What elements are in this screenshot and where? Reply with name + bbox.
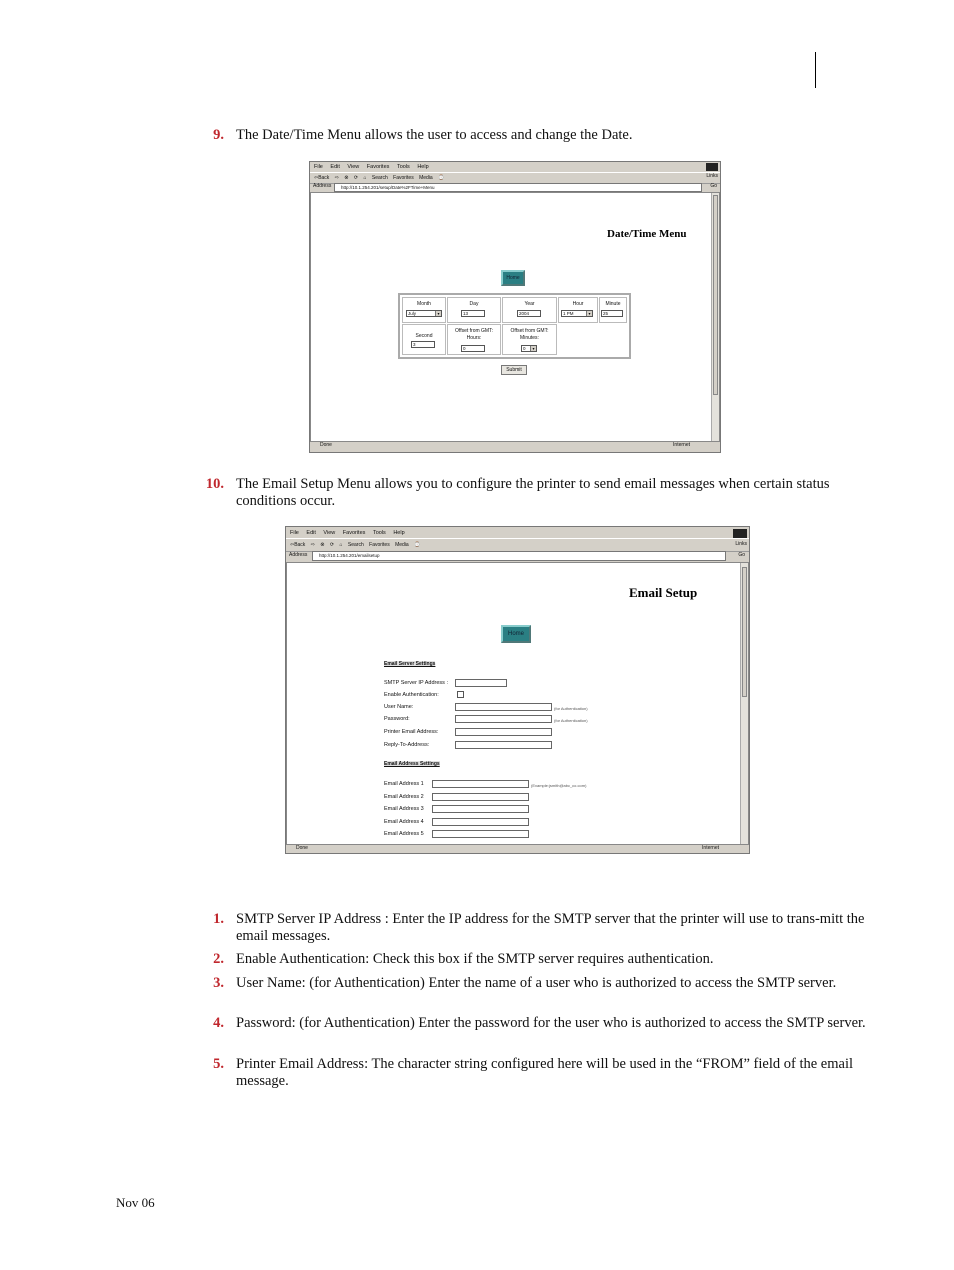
zone-text: Internet — [673, 442, 690, 448]
gmt-minutes-select[interactable] — [521, 345, 537, 352]
gmt-minutes-cell — [502, 324, 557, 355]
year-input[interactable]: 2004 — [517, 310, 541, 317]
back-button[interactable]: ⇦Back — [314, 175, 330, 181]
search-button[interactable]: Search — [371, 175, 388, 181]
page-title: Email Setup — [629, 585, 698, 600]
step-text: User Name: (for Authentication) Enter the name of a user who is authorized to access the SMTP server. — [236, 975, 837, 991]
step-number: 1. — [213, 911, 224, 927]
address-input[interactable]: http://10.1.254.201/emailsetup — [312, 551, 726, 561]
gmt-minutes-value: 0 — [523, 346, 526, 351]
scrollbar-thumb[interactable] — [742, 567, 747, 697]
forward-button[interactable]: ⇨ — [310, 542, 315, 548]
stop-button[interactable]: ⊗ — [344, 175, 349, 181]
menu-edit[interactable]: Edit — [306, 530, 316, 536]
step-number: 4. — [213, 1015, 224, 1031]
chevron-down-icon: ▾ — [435, 311, 441, 316]
email-example-note: (Example:jsmith@abc_co.com) — [531, 783, 587, 788]
back-button[interactable]: ⇦Back — [290, 542, 306, 548]
header-rule — [815, 52, 816, 88]
year-cell — [502, 297, 557, 323]
email-address-1-input[interactable] — [432, 780, 529, 788]
step-text: Enable Authentication: Check this box if the SMTP server requires authentication. — [236, 951, 714, 967]
hour-cell — [558, 297, 598, 323]
email-address-2-label: Email Address 2 — [384, 794, 424, 800]
email-address-1-label: Email Address 1 — [384, 781, 424, 787]
menu-bar — [286, 528, 749, 538]
day-input[interactable]: 13 — [461, 310, 485, 317]
step-text: The Email Setup Menu allows you to configure the printer to send email messages when certain status conditions occur. — [236, 476, 830, 509]
home-icon[interactable]: ⌂ — [363, 175, 367, 181]
step-text: Password: (for Authentication) Enter the password for the user who is authorized to access the SMTP server. — [236, 1015, 866, 1031]
menu-view[interactable]: View — [323, 530, 336, 536]
step-number: 3. — [213, 975, 224, 991]
page-title: Date/Time Menu — [607, 228, 687, 240]
search-button[interactable]: Search — [347, 542, 364, 548]
enable-auth-checkbox[interactable] — [457, 691, 464, 698]
gmt-minutes-label: Offset from GMT: Minutes: — [510, 328, 549, 341]
home-button[interactable]: Home — [501, 270, 525, 286]
minute-input[interactable]: 25 — [601, 310, 623, 317]
user-name-note: (for Authentication) — [554, 706, 588, 711]
address-input[interactable]: http://10.1.254.201/setup/Date%2FTime+Menu — [334, 183, 702, 192]
step-text: Printer Email Address: The character string configured here will be used in the “FROM” field of the email message. — [236, 1056, 854, 1089]
home-icon[interactable]: ⌂ — [339, 542, 343, 548]
submit-button[interactable]: Submit — [501, 365, 527, 375]
month-select[interactable] — [406, 310, 442, 317]
menu-edit[interactable]: Edit — [330, 164, 340, 170]
links-label[interactable]: Links — [735, 541, 747, 547]
hour-value: 1 PM — [563, 311, 574, 316]
day-cell — [447, 297, 501, 323]
smtp-server-label: SMTP Server IP Address : — [384, 680, 448, 686]
step-text: SMTP Server IP Address : Enter the IP address for the SMTP server that the printer will use to trans-mitt the email messages. — [236, 911, 865, 944]
scrollbar-thumb[interactable] — [713, 195, 718, 395]
page-viewport — [310, 192, 720, 442]
email-server-settings-heading: Email Server Settings — [384, 661, 436, 667]
enable-auth-label: Enable Authentication: — [384, 692, 439, 698]
step-number: 10. — [205, 476, 224, 492]
email-address-3-label: Email Address 3 — [384, 806, 424, 812]
password-label: Password: — [384, 716, 410, 722]
menu-favorites[interactable]: Favorites — [342, 530, 366, 536]
windows-logo-icon — [733, 529, 747, 538]
forward-button[interactable]: ⇨ — [334, 175, 339, 181]
day-label: Day — [469, 301, 479, 307]
footer-date: Nov 06 — [116, 1195, 155, 1210]
menu-file[interactable]: File — [290, 530, 299, 536]
menu-file[interactable]: File — [314, 164, 323, 170]
stop-button[interactable]: ⊗ — [320, 542, 325, 548]
email-address-5-label: Email Address 5 — [384, 831, 424, 837]
status-bar — [310, 441, 720, 451]
favorites-button[interactable]: Favorites — [393, 175, 414, 181]
month-cell — [402, 297, 446, 323]
chevron-down-icon: ▾ — [530, 346, 536, 351]
refresh-button[interactable]: ⟳ — [353, 175, 359, 181]
menu-bar — [310, 162, 720, 172]
password-input[interactable] — [455, 715, 552, 723]
media-button[interactable]: Media — [419, 175, 433, 181]
step-text: The Date/Time Menu allows the user to access and change the Date. — [236, 127, 633, 143]
status-bar — [286, 844, 749, 853]
menu-help[interactable]: Help — [393, 530, 405, 536]
menu-favorites[interactable]: Favorites — [366, 164, 390, 170]
gmt-hours-label: Offset from GMT: Hours: — [455, 328, 493, 341]
month-label: Month — [417, 301, 431, 307]
password-note: (for Authentication) — [554, 718, 588, 723]
refresh-button[interactable]: ⟳ — [329, 542, 335, 548]
minute-cell — [599, 297, 627, 323]
step-number: 2. — [213, 951, 224, 967]
minute-label: Minute — [605, 301, 621, 307]
menu-help[interactable]: Help — [417, 164, 429, 170]
second-input[interactable]: 3 — [411, 341, 435, 348]
address-bar — [286, 550, 749, 561]
email-address-4-input[interactable] — [432, 818, 529, 826]
email-address-4-label: Email Address 4 — [384, 819, 424, 825]
page-viewport — [286, 562, 749, 845]
email-browser-window — [285, 526, 750, 854]
gmt-hours-input[interactable]: 0 — [461, 345, 485, 352]
zone-text: Internet — [702, 845, 719, 851]
chevron-down-icon: ▾ — [586, 311, 592, 316]
favorites-button[interactable]: Favorites — [369, 542, 390, 548]
menu-view[interactable]: View — [347, 164, 360, 170]
go-button[interactable]: Go — [710, 183, 717, 189]
history-icon[interactable]: ⌚ — [438, 175, 445, 181]
status-text: Done — [296, 845, 308, 851]
hour-select[interactable] — [561, 310, 593, 317]
user-name-input[interactable] — [455, 703, 552, 711]
email-address-3-input[interactable] — [432, 805, 529, 813]
second-cell — [402, 324, 446, 355]
windows-logo-icon — [706, 163, 718, 171]
media-button[interactable]: Media — [395, 542, 409, 548]
menu-tools[interactable]: Tools — [396, 164, 410, 170]
go-button[interactable]: Go — [738, 552, 745, 558]
month-value: July — [408, 311, 417, 316]
email-address-settings-heading: Email Address Settings — [384, 761, 440, 767]
history-icon[interactable]: ⌚ — [414, 542, 421, 548]
datetime-browser-window — [309, 161, 721, 453]
address-bar — [310, 182, 720, 192]
year-label: Year — [524, 301, 535, 307]
vertical-scrollbar[interactable] — [740, 563, 748, 844]
links-label[interactable]: Links — [706, 173, 718, 179]
menu-tools[interactable]: Tools — [372, 530, 386, 536]
reply-to-label: Reply-To-Address: — [384, 742, 430, 748]
user-name-label: User Name: — [384, 704, 414, 710]
smtp-server-input[interactable] — [455, 679, 507, 687]
printer-email-input[interactable] — [455, 728, 552, 736]
step-number: 9. — [213, 127, 224, 143]
email-address-5-input[interactable] — [432, 830, 529, 838]
hour-label: Hour — [572, 301, 584, 307]
gmt-hours-cell — [447, 324, 501, 355]
printer-email-label: Printer Email Address: — [384, 729, 439, 735]
step-number: 5. — [213, 1056, 224, 1072]
datetime-table — [398, 293, 631, 359]
address-label: Address — [313, 183, 332, 189]
second-label: Second — [415, 333, 433, 339]
email-address-2-input[interactable] — [432, 793, 529, 801]
vertical-scrollbar[interactable] — [711, 193, 719, 441]
home-button[interactable]: Home — [501, 625, 531, 643]
reply-to-input[interactable] — [455, 741, 552, 749]
status-text: Done — [320, 442, 332, 448]
address-label: Address — [289, 552, 308, 558]
